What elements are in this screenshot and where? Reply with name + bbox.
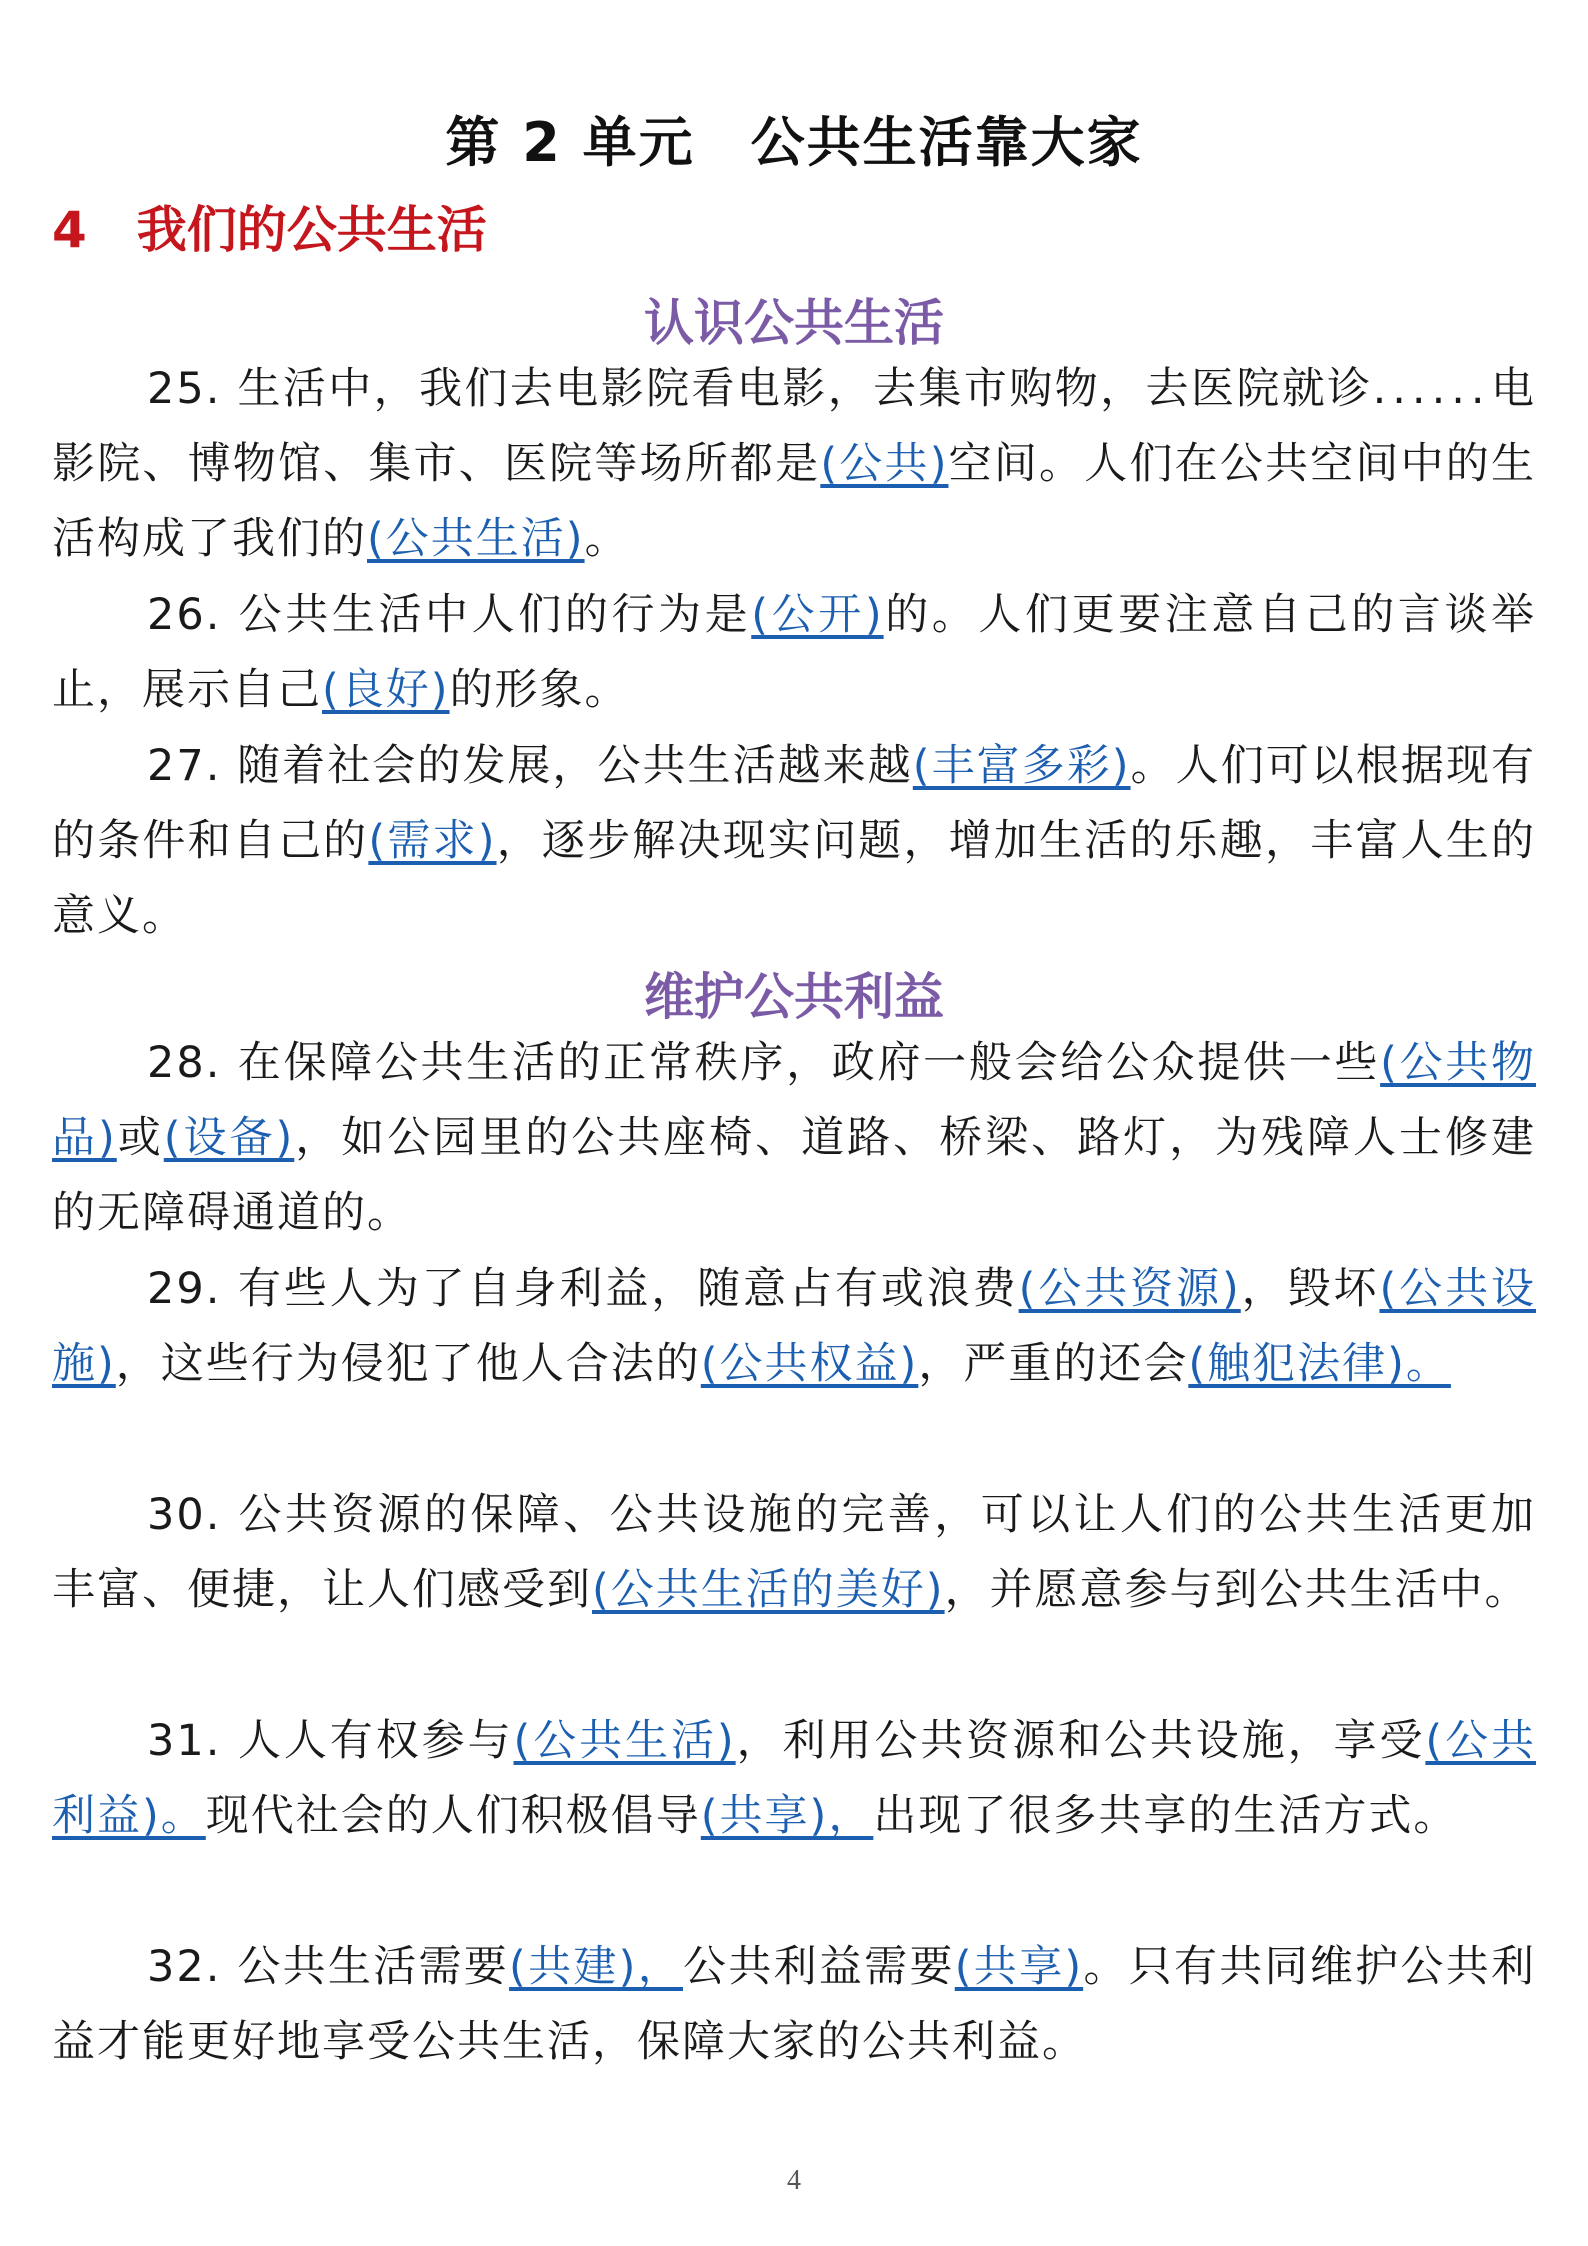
paragraph-text: 32. 公共生活需要 [147, 1942, 510, 1992]
item-29 [52, 1252, 1536, 1402]
paragraph-text: 。人们可以根据现有的条件和自己的 [52, 741, 1536, 866]
paragraph-text: 或 [116, 1113, 164, 1163]
paragraph-text: 26. 公共生活中人们的行为是 [147, 590, 752, 640]
section-heading-recognize: 认识公共生活 [644, 294, 944, 352]
paragraph-text: ，这些行为侵犯了他人合法的 [115, 1339, 701, 1389]
item-26 [52, 578, 1536, 728]
page-number: 4 [787, 2165, 801, 2196]
answer-blank: (触犯法律)。 [1188, 1339, 1451, 1389]
section-heading-maintain: 维护公共利益 [644, 968, 944, 1026]
item-25 [52, 352, 1536, 577]
answer-blank: (公共资源) [1018, 1264, 1241, 1314]
paragraph-text: 。 [584, 514, 630, 564]
item-32 [52, 1930, 1536, 2080]
answer-blank: (公共生活的美好) [592, 1565, 945, 1615]
answer-blank: (公共) [820, 439, 949, 489]
paragraph-text: ，严重的还会 [918, 1339, 1189, 1389]
paragraph-text: 的。人们更要注意自己的言谈举止，展示自己 [52, 590, 1536, 715]
item-31 [52, 1704, 1536, 1854]
answer-blank: (公共利益)。 [52, 1716, 1536, 1841]
answer-blank: (公共设施) [52, 1264, 1536, 1389]
answer-blank: (公共物品) [52, 1038, 1536, 1163]
paragraph-text: 28. 在保障公共生活的正常秩序，政府一般会给公众提供一些 [147, 1038, 1381, 1088]
paragraph-text: 。只有共同维护公共利益才能更好地享受公共生活，保障大家的公共利益。 [52, 1942, 1536, 2067]
item-30 [52, 1478, 1536, 1628]
paragraph-text: 31. 人人有权参与 [147, 1716, 514, 1766]
answer-blank: (公共生活) [367, 514, 585, 564]
paragraph-text: 的形象。 [449, 665, 630, 715]
paragraph-text: ，利用公共资源和公共设施，享受 [735, 1716, 1426, 1766]
paragraph-text: 空间。人们在公共空间中的生活构成了我们的 [52, 439, 1537, 564]
answer-blank: (设备) [163, 1113, 295, 1163]
answer-blank: (良好) [322, 665, 450, 715]
ellipsis-text: ...... [1372, 364, 1491, 414]
paragraph-text: 25. 生活中，我们去电影院看电影，去集市购物，去医院就诊 [147, 364, 1373, 414]
paragraph-text: 30. 公共资源的保障、公共设施的完善，可以让人们的公共生活更加丰富、便捷，让人们感受到 [52, 1490, 1536, 1615]
paragraph-text: ，并愿意参与到公共生活中。 [944, 1565, 1530, 1615]
paragraph-text: ，如公园里的公共座椅、道路、桥梁、路灯，为残障人士修建的无障碍通道的。 [52, 1113, 1536, 1238]
paragraph-text: 现代社会的人们积极倡导 [205, 1791, 701, 1841]
paragraph-text: 出现了很多共享的生活方式。 [873, 1791, 1459, 1841]
unit-title: 第 2 单元 公共生活靠大家 [445, 111, 1143, 174]
answer-blank: (公开) [751, 590, 884, 640]
answer-blank: (共享) [954, 1942, 1084, 1992]
answer-blank: (丰富多彩) [912, 741, 1131, 791]
answer-blank: (共享)， [700, 1791, 874, 1841]
item-28 [52, 1026, 1536, 1251]
paragraph-text: 27. 随着社会的发展，公共生活越来越 [147, 741, 913, 791]
item-27 [52, 729, 1536, 954]
answer-blank: (共建)， [509, 1942, 684, 1992]
answer-blank: (公共生活) [513, 1716, 736, 1766]
answer-blank: (需求) [368, 816, 497, 866]
answer-blank: (公共权益) [700, 1339, 919, 1389]
paragraph-text: ，毁坏 [1240, 1264, 1380, 1314]
lesson-title: 4 我们的公共生活 [52, 201, 487, 259]
paragraph-text: ，逐步解决现实问题，增加生活的乐趣，丰富人生的意义。 [52, 816, 1537, 941]
paragraph-text: 29. 有些人为了自身利益，随意占有或浪费 [147, 1264, 1019, 1314]
paragraph-text: 公共利益需要 [683, 1942, 955, 1992]
paragraph-text: 电影院、博物馆、集市、医院等场所都是 [52, 364, 1536, 489]
